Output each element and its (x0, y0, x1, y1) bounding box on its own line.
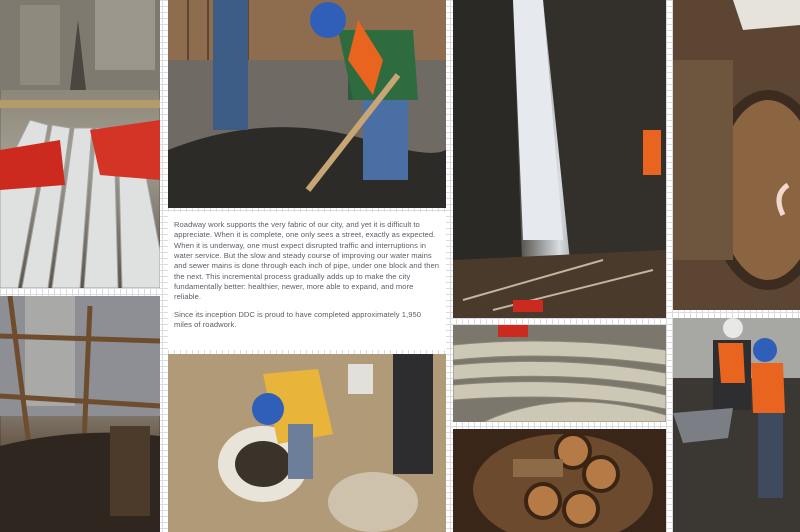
rusted-pipe-photo-frame (673, 0, 800, 310)
pipes-photo (0, 0, 160, 288)
article-paragraph: Roadway work supports the very fabric of our city, and yet it is difficult to appreciate. When it is complete, one only sees a street, exactly as expected. When it is underway, one must expect disrupted traffic and interruptions in water service. But the slow and steady course of improving our water mains and sewer mains is done through each inch of pipe, under one block and then the next. This incremental process gradually adds up to make the city fundamentally better: healthier, newer, more able to expand, and more reliable. (174, 220, 440, 302)
conduit-bundle-photo (453, 325, 666, 422)
roadwork-stat-paragraph: Since its inception DDC is proud to have completed approximately 1,950 miles of roadwork. (174, 309, 422, 329)
worker-digging-photo-frame (168, 0, 446, 208)
article-text-panel (168, 212, 446, 350)
stacked-pipes-photo (0, 0, 160, 288)
manhole-worker-photo (168, 354, 446, 532)
cables-photo-frame (453, 429, 666, 532)
crew-photo-frame (673, 318, 800, 532)
crew-workers-photo (673, 318, 800, 532)
city-street-trench-photo (453, 0, 666, 318)
excavation-photo-frame (0, 296, 160, 532)
city-street-photo-frame (453, 0, 666, 318)
manhole-photo-frame (168, 354, 446, 532)
conduits-photo-frame (453, 325, 666, 422)
cable-cross-section-photo (453, 429, 666, 532)
excavation-scaffold-photo (0, 296, 160, 532)
worker-digging-photo (168, 0, 446, 208)
rusted-pipe-photo (673, 0, 800, 310)
